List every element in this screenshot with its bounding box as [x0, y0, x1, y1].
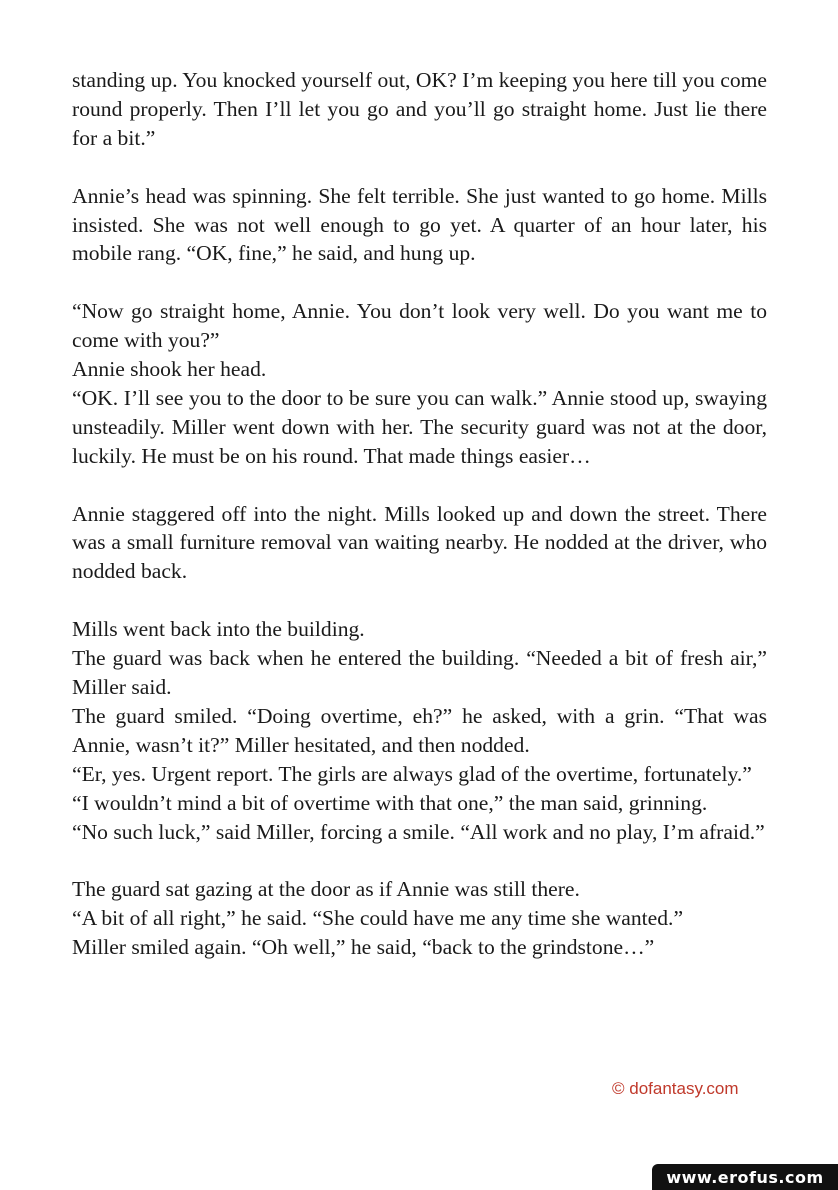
paragraph-1: standing up. You knocked yourself out, OK? I’m keeping you here till you come round properly. Then I’ll let you go and you’ll go straight home. Just lie there for a bit.”	[72, 68, 767, 150]
paragraph-8: The guard was back when he entered the building. “Needed a bit of fresh air,” Miller said.	[72, 646, 767, 699]
paragraph-13: The guard sat gazing at the door as if Annie was still there.	[72, 877, 580, 902]
paragraph-12: “No such luck,” said Miller, forcing a smile. “All work and no play, I’m afraid.”	[72, 819, 765, 844]
paragraph-4: Annie shook her head.	[72, 357, 267, 382]
paragraph-15: Miller smiled again. “Oh well,” he said, “back to the grindstone…”	[72, 935, 655, 960]
paragraph-7: Mills went back into the building.	[72, 617, 365, 642]
copyright-notice: © dofantasy.com	[612, 1079, 739, 1098]
paragraph-14: “A bit of all right,” he said. “She could have me any time she wanted.”	[72, 906, 684, 931]
paragraph-5: “OK. I’ll see you to the door to be sure you can walk.” Annie stood up, swaying unsteadily. Miller went down with her. The security guard was not at the door, luckily. He must be on his round. That made things easier…	[72, 385, 767, 468]
paragraph-6: Annie staggered off into the night. Mills looked up and down the street. There was a small furniture removal van waiting nearby. He nodded at the driver, who nodded back.	[72, 501, 767, 584]
paragraph-10: “Er, yes. Urgent report. The girls are always glad of the overtime, fortunately.”	[72, 761, 752, 786]
watermark-text: www.erofus.com	[666, 1167, 824, 1187]
paragraph-2: Annie’s head was spinning. She felt terrible. She just wanted to go home. Mills insisted. She was not well enough to go yet. A quarter of an hour later, his mobile rang. “OK, fine,” he said, and hung up.	[72, 183, 767, 266]
paragraph-11: “I wouldn’t mind a bit of overtime with that one,” the man said, grinning.	[72, 790, 708, 815]
watermark-banner	[652, 1164, 838, 1190]
story-text	[72, 66, 767, 962]
paragraph-3: “Now go straight home, Annie. You don’t look very well. Do you want me to come with you?”	[72, 299, 767, 353]
paragraph-9: The guard smiled. “Doing overtime, eh?” he asked, with a grin. “That was Annie, wasn’t it?” Miller hesitated, and then nodded.	[72, 703, 767, 757]
